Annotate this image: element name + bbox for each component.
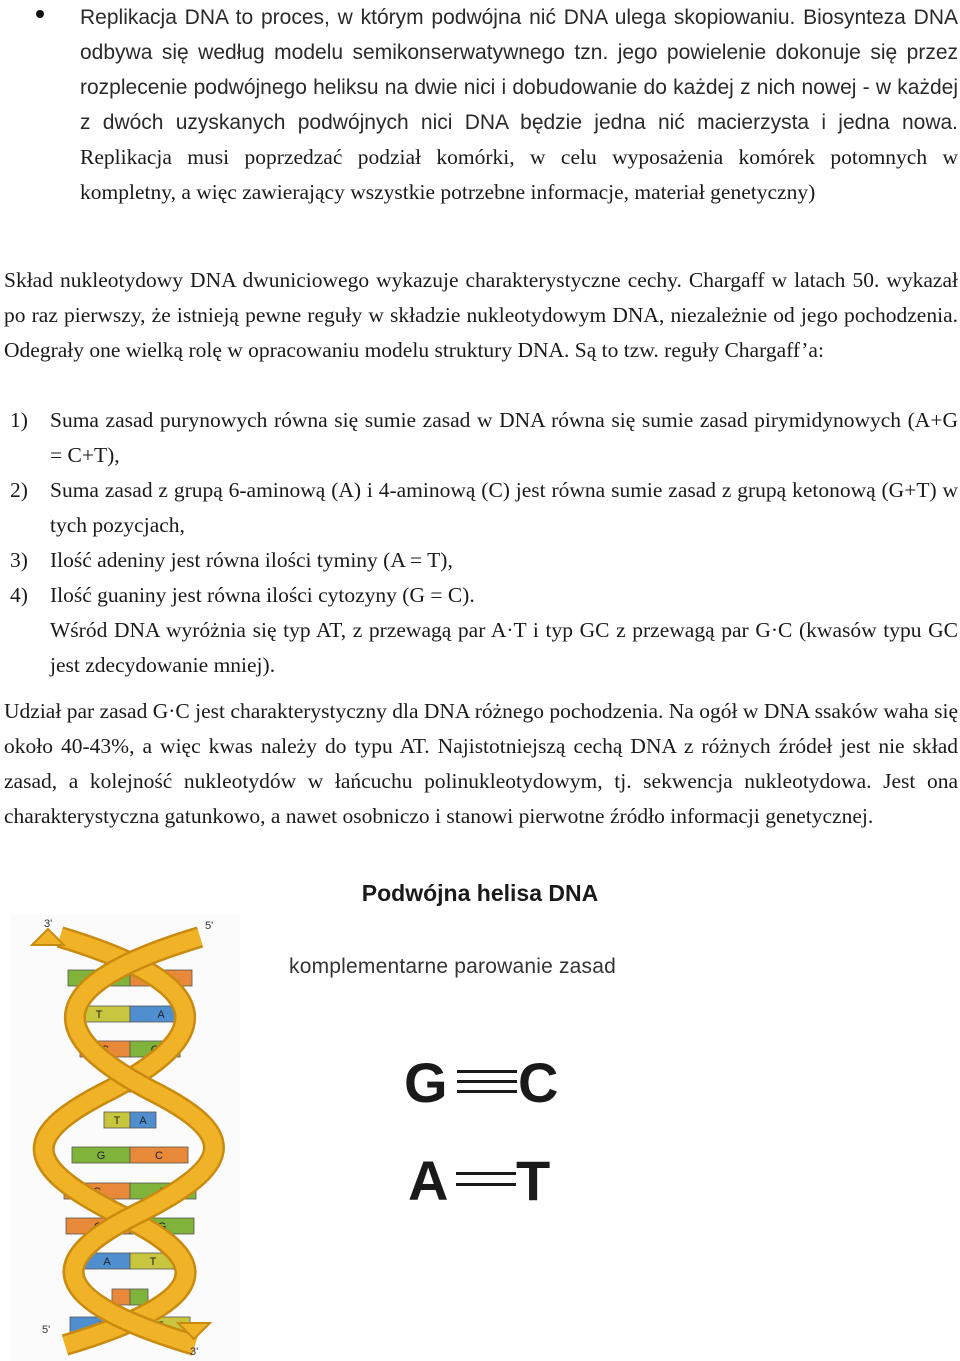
rung-left-label: T bbox=[95, 1009, 103, 1021]
rung-left-label: C bbox=[93, 1186, 101, 1198]
rung-right-label: C bbox=[155, 1150, 163, 1162]
triple-bond-line-2 bbox=[457, 1080, 517, 1083]
rule-number: 2) bbox=[10, 478, 28, 502]
rung-right-label: T bbox=[156, 1320, 164, 1332]
dna-helix-illustration bbox=[0, 915, 960, 1361]
pair-at-right: T bbox=[516, 1149, 551, 1212]
rung-right-label: G bbox=[157, 1221, 167, 1233]
end-label-bottom-left: 5' bbox=[42, 1324, 51, 1336]
rung-left-label: G bbox=[96, 1150, 106, 1162]
rung-right-label: C bbox=[157, 973, 165, 985]
rung-left-label: C bbox=[101, 1044, 109, 1056]
rule-text: Ilość adeniny jest równa ilości tyminy (A = T), bbox=[50, 548, 453, 572]
replication-paragraph bbox=[80, 0, 958, 210]
rung-left-label: T bbox=[113, 1115, 121, 1127]
rule-text: Suma zasad purynowych równa się sumie zasad w DNA równa się sumie zasad pirymidynowych (A+G = C+T), bbox=[50, 408, 958, 467]
rung-left-label: C bbox=[94, 1221, 102, 1233]
pair-gc-right: C bbox=[518, 1051, 559, 1114]
double-bond-line-2 bbox=[456, 1183, 516, 1186]
dna-types-note: Wśród DNA wyróżnia się typ AT, z przewagą par A·T i typ GC z przewagą par G·C (kwasów typu GC jest zdecydowanie mniej). bbox=[50, 618, 958, 677]
rung-left-label: A bbox=[96, 1320, 104, 1332]
pairing-caption: komplementarne parowanie zasad bbox=[289, 955, 617, 978]
rung-right-label: G bbox=[158, 1186, 168, 1198]
rung-right-label: G bbox=[150, 1044, 160, 1056]
end-label-top-right: 5' bbox=[205, 920, 214, 932]
rule-number: 3) bbox=[10, 548, 28, 572]
rule-text: Ilość guaniny jest równa ilości cytozyny (G = C). bbox=[50, 583, 475, 607]
gc-content-paragraph: Udział par zasad G·C jest charakterystyczny dla DNA różnego pochodzenia. Na ogół w DNA ssaków waha się około 40-43%, a więc kwas należy do typu AT. Najistotniejszą cechą DNA z różnych źródeł jest nie skład zasad, a kolejność nukleotydów w łańcuchu polinukleotydowym, tj. sekwencja nukleotydowa. Jest ona charakterystyczna gatunkowo, a nawet osobniczo i stanowi pierwotne źródło informacji genetycznej. bbox=[4, 699, 958, 828]
rule-text: Suma zasad z grupą 6-aminową (A) i 4-aminową (C) jest równa sumie zasad z grupą ketonową (G+T) w tych pozycjach, bbox=[50, 478, 958, 537]
rule-number: 1) bbox=[10, 408, 28, 432]
rule-item-3 bbox=[4, 543, 958, 578]
rule-item-1 bbox=[4, 403, 958, 473]
rung-right-label: T bbox=[149, 1256, 157, 1268]
replication-sans-text: Replikacja DNA to proces, w którym podwójna nić DNA ulega skopiowaniu. Biosynteza DNA odbywa się według modelu semikonserwatywnego tzn. jego powielenie dokonuje się przez rozplecenie podwójnego heliksu na dwie nici i dobudowanie do każdej z nich nowej - w każdej z dwóch uzyskanych podwójnych nici DNA będzie jedna nić macierzysta i jedna nowa. bbox=[80, 6, 958, 134]
replication-serif-text: Replikacja musi poprzedzać podział komórki, w celu wyposażenia komórek potomnych w kompletny, a więc zawierający wszystkie potrzebne informacje, materiał genetyczny) bbox=[80, 145, 958, 204]
rung-left-label: G bbox=[94, 973, 104, 985]
bullet-icon bbox=[36, 10, 44, 18]
double-bond-line-1 bbox=[456, 1172, 516, 1175]
end-label-bottom-right: 3' bbox=[190, 1346, 199, 1358]
rule-item-4 bbox=[4, 578, 958, 613]
rung-right-label: A bbox=[157, 1009, 165, 1021]
rule-item-2 bbox=[4, 473, 958, 543]
figure-title: Podwójna helisa DNA bbox=[361, 880, 599, 906]
rung-right-label: A bbox=[139, 1115, 147, 1127]
triple-bond-line-3 bbox=[457, 1090, 517, 1093]
end-label-top-left: 3' bbox=[44, 918, 53, 930]
triple-bond-line-1 bbox=[457, 1070, 517, 1073]
rung-left-label: A bbox=[103, 1256, 111, 1268]
pair-at-left: A bbox=[408, 1149, 449, 1212]
rule-number: 4) bbox=[10, 583, 28, 607]
chargaff-paragraph: Skład nukleotydowy DNA dwuniciowego wykazuje charakterystyczne cechy. Chargaff w latach 50. wykazał po raz pierwszy, że istnieją pewne reguły w składzie nukleotydowym DNA, niezależnie od jego pochodzenia. Odegrały one wielką rolę w opracowaniu modelu struktury DNA. Są to tzw. reguły Chargaff’a: bbox=[4, 268, 958, 362]
pair-gc-left: G bbox=[404, 1051, 448, 1114]
chargaff-rules-list bbox=[4, 403, 958, 683]
